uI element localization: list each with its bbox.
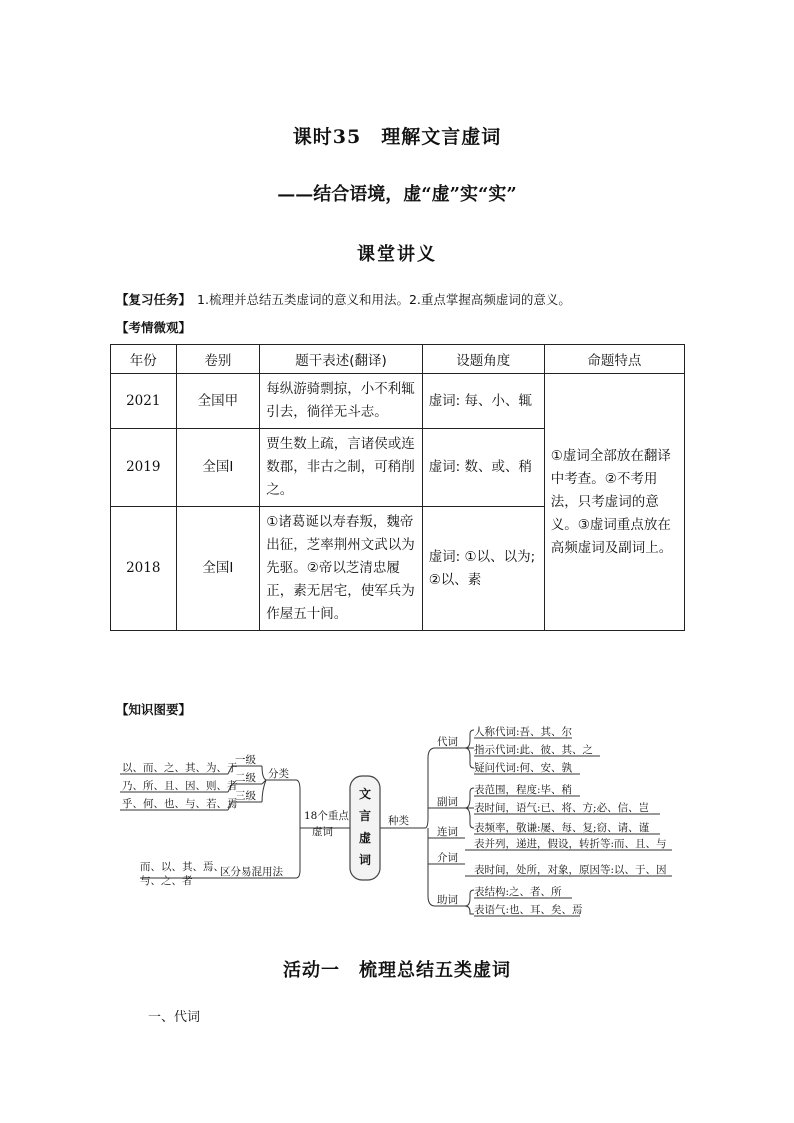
- header-year: 年份: [111, 345, 177, 374]
- page-title: 课时35 理解文言虚词: [292, 126, 502, 148]
- cell-paper: 全国Ⅰ: [176, 429, 260, 507]
- review-task-label: 【复习任务】: [116, 292, 192, 307]
- cell-angle: 虚词: ①以、以为; ②以、素: [422, 507, 544, 631]
- level-3: 三级: [235, 790, 256, 802]
- cell-features: ①虚词全部放在翻译中考查。②不考用法，只考虚词的意义。③虚词重点放在高频虚词及副词上。: [544, 374, 684, 631]
- mixed-words-line-2: 与、之、者: [140, 875, 193, 887]
- level-1: 一级: [235, 754, 256, 766]
- header-feature: 命题特点: [544, 345, 684, 374]
- cell-question: 每纵游骑剽掠，小不利辄引去，徜徉无斗志。: [260, 374, 422, 429]
- eighteen-key-line-1: 18个重点: [304, 810, 349, 822]
- center-char-2: 言: [358, 809, 372, 823]
- preposition-item: 表时间，处所，对象，原因等:以、于、因: [474, 864, 667, 876]
- center-char-1: 文: [358, 787, 372, 801]
- particle-item-2: 表语气:也、耳、矣、焉: [474, 904, 583, 916]
- cell-year: 2021: [111, 374, 177, 429]
- category-conjunction: 连词: [437, 826, 458, 838]
- category-adverb: 副词: [437, 796, 458, 808]
- page-subtitle: ——结合语境，虚“虚”实“实”: [277, 184, 517, 205]
- table-header-row: [111, 345, 685, 374]
- section-heading-pronoun: 一、代词: [148, 1010, 201, 1025]
- cell-year: 2019: [111, 429, 177, 507]
- classify-label: 分类: [268, 768, 289, 780]
- pronoun-item-3: 疑问代词:何、安、孰: [474, 762, 573, 774]
- cell-question: 贾生数上疏，言诸侯或连数郡，非古之制，可稍削之。: [260, 429, 422, 507]
- eighteen-key-line-2: 虚词: [312, 826, 333, 838]
- cell-question: ①诸葛诞以寿春叛，魏帝出征，芝率荆州文武以为先驱。②帝以芝清忠履正，素无居宅，使军兵为作屋五十间。: [260, 507, 422, 631]
- types-label: 种类: [388, 815, 409, 827]
- left-words-line-2: 乃、所、且、因、则、者: [122, 780, 238, 792]
- cell-paper: 全国甲: [176, 374, 260, 429]
- adverb-item-2: 表时间，语气:已、将、方;必、信、岂: [474, 802, 650, 814]
- category-pronoun: 代词: [437, 736, 458, 748]
- review-task: [116, 290, 571, 308]
- particle-item-1: 表结构:之、者、所: [474, 886, 562, 898]
- activity-title: 活动一 梳理总结五类虚词: [283, 960, 511, 981]
- exam-label: 【考情微观】: [116, 320, 192, 335]
- center-char-4: 词: [358, 853, 372, 867]
- exam-table: [110, 344, 685, 631]
- header-question: 题干表述(翻译): [260, 345, 422, 374]
- cell-angle: 虚词: 每、小、辄: [422, 374, 544, 429]
- left-words-line-3: 乎、何、也、与、若、焉: [122, 798, 238, 810]
- category-particle: 助词: [437, 894, 458, 906]
- pronoun-item-1: 人称代词:吾、其、尔: [474, 726, 573, 738]
- conjunction-item: 表并列，递进，假设，转折等:而、且、与: [474, 838, 667, 850]
- header-paper: 卷别: [176, 345, 260, 374]
- cell-paper: 全国Ⅰ: [176, 507, 260, 631]
- center-char-3: 虚: [358, 831, 372, 845]
- cell-angle: 虚词: 数、或、稍: [422, 429, 544, 507]
- table-row: [111, 374, 685, 429]
- pronoun-item-2: 指示代词:此、彼、其、之: [474, 744, 594, 756]
- header-angle: 设题角度: [422, 345, 544, 374]
- level-2: 二级: [235, 772, 256, 784]
- adverb-item-1: 表范围，程度:毕、稍: [474, 784, 573, 796]
- cell-year: 2018: [111, 507, 177, 631]
- knowledge-map-label: 【知识图要】: [116, 702, 192, 717]
- category-preposition: 介词: [437, 852, 458, 864]
- section-title: 课堂讲义: [357, 244, 437, 265]
- knowledge-mind-map: [0, 718, 794, 928]
- adverb-item-3: 表频率，敬谦:屡、每、复;窃、请、谨: [474, 822, 650, 834]
- mixed-words-line-1: 而、以、其、焉、: [140, 861, 224, 873]
- left-words-line-1: 以、而、之、其、为、于: [122, 762, 238, 774]
- mixed-usage-label: 区分易混用法: [220, 866, 283, 878]
- review-task-text: 1.梳理并总结五类虚词的意义和用法。2.重点掌握高频虚词的意义。: [197, 292, 571, 307]
